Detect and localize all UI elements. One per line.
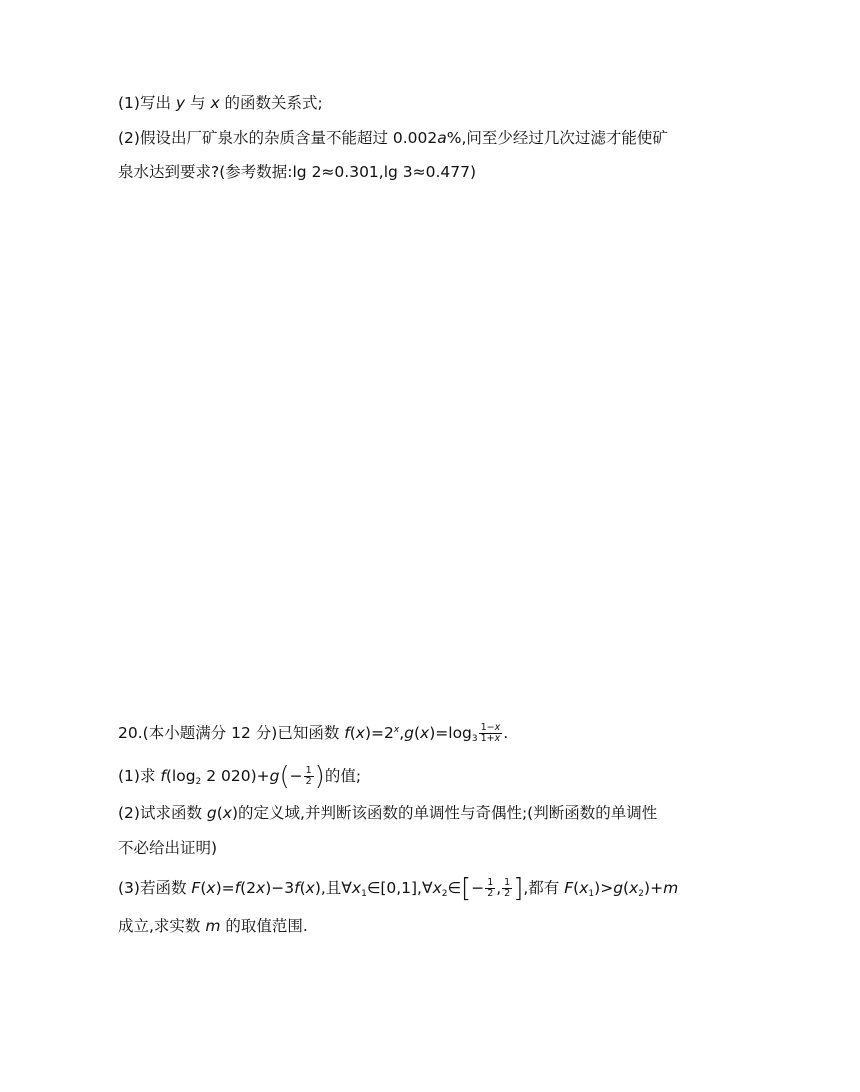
problem-20-header: 20.(本小题满分 12 分)已知函数 $f(x)=2^x,g(x)=\log_3$ $\frac{1-x}{1+x}$ .	[118, 722, 509, 744]
problem-20-part-3-line-2: 成立,求实数 m 的取值范围.	[118, 917, 308, 935]
question-part-1: (1)写出 y 与 x 的函数关系式;	[118, 94, 323, 112]
question-part-2-line-1: (2)假设出厂矿泉水的杂质含量不能超过 0.002a%,问至少经过几次过滤才能使矿	[118, 129, 668, 147]
problem-20-part-1: (1)求 $f(\log_2$ 2 020)+g(− $\frac{1}{2}$ )的值;	[118, 761, 362, 792]
problem-20-part-3-line-1: (3)若函数 F(x)=f(2x)−3f(x),且$\forall x_1\in[0,1],\forall x_2\in[-$ $\frac{1}{2}$ , $\frac{1}{2}$ ],都有 $F(x_1)>g(x_2)+m$	[118, 873, 679, 904]
question-part-2-line-2: 泉水达到要求?(参考数据:lg 2≈0.301,lg 3≈0.477)	[118, 163, 477, 181]
problem-20-part-2-line-2: 不必给出证明)	[118, 839, 218, 857]
problem-20-part-2-line-1: (2)试求函数 g(x)的定义域,并判断该函数的单调性与奇偶性;(判断函数的单调性	[118, 804, 658, 822]
